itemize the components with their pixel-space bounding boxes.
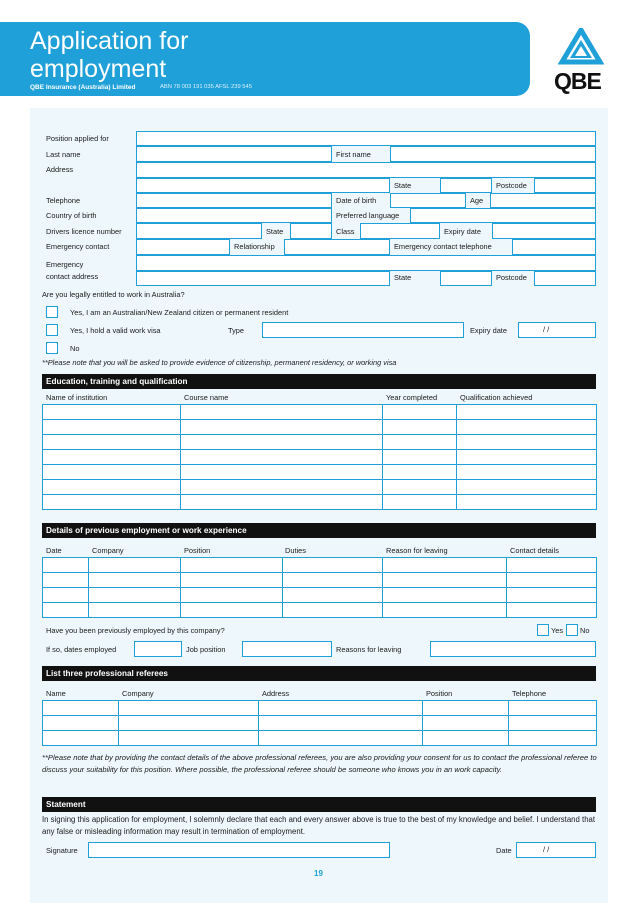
referees-table-cell[interactable] — [509, 701, 597, 716]
emp-col-duties: Duties — [285, 546, 306, 555]
employment-table-cell[interactable] — [89, 603, 181, 618]
label-emergency: Emergency contact — [46, 242, 110, 251]
ref-col-telephone: Telephone — [512, 689, 547, 698]
ref-col-name: Name — [46, 689, 66, 698]
input-telephone[interactable] — [136, 193, 332, 208]
employment-table-row — [43, 558, 597, 573]
label-no: No — [70, 344, 80, 353]
employment-table-cell[interactable] — [89, 573, 181, 588]
employment-table-cell[interactable] — [283, 588, 383, 603]
label-reasons-leaving: Reasons for leaving — [336, 645, 402, 654]
input-age[interactable] — [490, 193, 596, 208]
input-dates-employed[interactable] — [134, 641, 182, 657]
label-dates-employed: If so, dates employed — [46, 645, 117, 654]
input-relationship[interactable] — [284, 239, 390, 255]
education-table-row — [43, 465, 597, 480]
education-table-cell[interactable] — [181, 465, 383, 480]
company-name: QBE Insurance (Australia) Limited — [30, 84, 136, 91]
employment-table-cell[interactable] — [383, 603, 507, 618]
edu-col-institution: Name of institution — [46, 393, 108, 402]
emp-col-contact: Contact details — [510, 546, 559, 555]
label-class: Class — [336, 227, 355, 236]
input-country[interactable] — [136, 208, 332, 223]
employment-table-cell[interactable] — [383, 573, 507, 588]
input-statement-date[interactable] — [516, 842, 596, 858]
statement-text: In signing this application for employment, I solemnly declare that each and every answer above is true to the best of my knowledge and belief. I understand that any false or misleading information may result in termination of employment. — [42, 815, 596, 836]
checkbox-citizen[interactable] — [46, 306, 58, 318]
label-postcode: Postcode — [496, 181, 527, 190]
input-reasons-leaving[interactable] — [430, 641, 596, 657]
checkbox-no[interactable] — [46, 342, 58, 354]
emp-col-date: Date — [46, 546, 62, 555]
education-table-cell[interactable] — [383, 450, 457, 465]
education-table-cell[interactable] — [181, 480, 383, 495]
section-employment-title: Details of previous employment or work experience — [42, 523, 596, 538]
education-table-cell[interactable] — [457, 420, 597, 435]
education-table-cell[interactable] — [383, 420, 457, 435]
employment-table-cell[interactable] — [283, 558, 383, 573]
input-visa-expiry[interactable] — [518, 322, 596, 338]
referees-table-cell[interactable] — [119, 701, 259, 716]
page-number: 19 — [314, 869, 323, 878]
referees-table-cell[interactable] — [119, 716, 259, 731]
education-table-cell[interactable] — [383, 480, 457, 495]
label-visa-type: Type — [228, 326, 245, 335]
referees-note: **Please note that by providing the contact details of the above professional referees, you are also providing your consent for us to contact the professional referee to discuss your suitability for this position. Where possible, the professional referee should be someone who knows you in an work capacity. — [42, 753, 597, 774]
education-table — [42, 404, 597, 510]
label-age: Age — [470, 196, 484, 205]
label-emergency-addr-1: Emergency — [46, 260, 84, 269]
education-table-cell[interactable] — [181, 450, 383, 465]
emp-col-company: Company — [92, 546, 124, 555]
edu-col-qualification: Qualification achieved — [460, 393, 533, 402]
employment-table-cell[interactable] — [507, 588, 597, 603]
education-table-cell[interactable] — [457, 405, 597, 420]
input-state[interactable] — [440, 178, 492, 193]
employment-table-cell[interactable] — [89, 588, 181, 603]
education-table-cell[interactable] — [181, 420, 383, 435]
logo-text: QBE — [554, 68, 601, 94]
education-table-row — [43, 480, 597, 495]
education-table-cell[interactable] — [43, 495, 181, 510]
label-licence-state: State — [266, 227, 284, 236]
label-dob: Date of birth — [336, 196, 377, 205]
education-table-cell[interactable] — [457, 495, 597, 510]
label-last-name: Last name — [46, 150, 81, 159]
edu-col-year: Year completed — [386, 393, 438, 402]
employment-table-cell[interactable] — [43, 588, 89, 603]
employment-table-cell[interactable] — [383, 558, 507, 573]
employment-table-cell[interactable] — [43, 603, 89, 618]
education-table-cell[interactable] — [383, 435, 457, 450]
emp-col-reason: Reason for leaving — [386, 546, 448, 555]
education-table-row — [43, 435, 597, 450]
label-expiry: Expiry date — [444, 227, 481, 236]
label-statement-date: Date — [496, 846, 512, 855]
employment-table-row — [43, 603, 597, 618]
employment-table-cell[interactable] — [383, 588, 507, 603]
employment-table-cell[interactable] — [181, 558, 283, 573]
employment-table-cell[interactable] — [507, 603, 597, 618]
input-first-name[interactable] — [390, 146, 596, 162]
label-emergency-addr-2: contact address — [46, 272, 99, 281]
visa-expiry-slashes: / / — [543, 325, 550, 334]
education-table-cell[interactable] — [457, 450, 597, 465]
page-title-line1: Application for — [30, 27, 189, 55]
input-class[interactable] — [360, 223, 440, 239]
education-table-cell[interactable] — [43, 465, 181, 480]
employment-table-row — [43, 573, 597, 588]
education-table-cell[interactable] — [43, 480, 181, 495]
section-education-title: Education, training and qualification — [42, 374, 596, 389]
referees-table — [42, 700, 597, 746]
work-rights-question: Are you legally entitled to work in Australia? — [42, 290, 185, 299]
employment-table-cell[interactable] — [283, 573, 383, 588]
label-citizen: Yes, I am an Australian/New Zealand citizen or permanent resident — [70, 308, 289, 317]
referees-table-cell[interactable] — [509, 731, 597, 746]
referees-table-cell[interactable] — [43, 731, 119, 746]
label-emergency-postcode: Postcode — [496, 273, 527, 282]
work-rights-note: **Please note that you will be asked to provide evidence of citizenship, permanent residency, or working visa — [42, 358, 397, 367]
label-visa-expiry: Expiry date — [470, 326, 507, 335]
label-country: Country of birth — [46, 211, 97, 220]
label-emergency-tel: Emergency contact telephone — [394, 242, 492, 251]
input-emergency-postcode[interactable] — [534, 271, 596, 286]
employment-table-row — [43, 588, 597, 603]
education-table-row — [43, 495, 597, 510]
employment-table-cell[interactable] — [181, 603, 283, 618]
input-address-line1[interactable] — [136, 162, 596, 178]
label-prev-yes: Yes — [551, 626, 564, 635]
label-position-applied: Position applied for — [46, 134, 109, 143]
input-language[interactable] — [410, 208, 596, 223]
input-emergency-addr-line1[interactable] — [136, 255, 596, 271]
education-table-cell[interactable] — [43, 450, 181, 465]
employment-table-cell[interactable] — [89, 558, 181, 573]
education-table-cell[interactable] — [457, 465, 597, 480]
input-licence-state[interactable] — [290, 223, 332, 239]
checkbox-prev-no[interactable] — [566, 624, 578, 636]
label-job-position: Job position — [186, 645, 226, 654]
referees-table-cell[interactable] — [119, 731, 259, 746]
emp-col-position: Position — [184, 546, 211, 555]
label-telephone: Telephone — [46, 196, 81, 205]
section-referees-title: List three professional referees — [42, 666, 596, 681]
referees-table-row — [43, 731, 597, 746]
label-emergency-state: State — [394, 273, 412, 282]
label-relationship: Relationship — [234, 242, 275, 251]
label-licence: Drivers licence number — [46, 227, 122, 236]
input-visa-type[interactable] — [262, 322, 464, 338]
qbe-logo-icon — [556, 28, 606, 66]
statement-date-slashes: / / — [543, 845, 550, 854]
education-table-cell[interactable] — [383, 465, 457, 480]
label-state: State — [394, 181, 412, 190]
checkbox-work-visa[interactable] — [46, 324, 58, 336]
education-table-row — [43, 405, 597, 420]
input-signature[interactable] — [88, 842, 390, 858]
label-prev-no: No — [580, 626, 590, 635]
label-previously-employed: Have you been previously employed by this company? — [46, 626, 225, 635]
section-statement-title: Statement — [42, 797, 596, 812]
education-table-cell[interactable] — [181, 405, 383, 420]
education-table-cell[interactable] — [43, 435, 181, 450]
employment-table-cell[interactable] — [181, 573, 283, 588]
education-table-cell[interactable] — [457, 435, 597, 450]
label-language: Preferred language — [336, 211, 400, 220]
employment-table-cell[interactable] — [181, 588, 283, 603]
page-title-line2: employment — [30, 55, 167, 83]
input-dob[interactable] — [390, 193, 466, 208]
referees-table-cell[interactable] — [423, 716, 509, 731]
education-table-cell[interactable] — [181, 435, 383, 450]
label-work-visa: Yes, I hold a valid work visa — [70, 326, 161, 335]
education-table-cell[interactable] — [383, 495, 457, 510]
input-licence[interactable] — [136, 223, 262, 239]
referees-table-cell[interactable] — [423, 701, 509, 716]
input-emergency-tel[interactable] — [512, 239, 596, 255]
employment-table-cell[interactable] — [283, 603, 383, 618]
input-emergency-addr-line2[interactable] — [136, 271, 390, 286]
label-address: Address — [46, 165, 74, 174]
ref-col-position: Position — [426, 689, 453, 698]
input-emergency-state[interactable] — [440, 271, 492, 286]
referees-table-row — [43, 716, 597, 731]
employment-table — [42, 557, 597, 618]
label-first-name: First name — [336, 150, 371, 159]
referees-table-cell[interactable] — [259, 701, 423, 716]
education-table-cell[interactable] — [181, 495, 383, 510]
label-signature: Signature — [46, 846, 78, 855]
education-table-row — [43, 420, 597, 435]
referees-table-cell[interactable] — [43, 701, 119, 716]
referees-table-cell[interactable] — [259, 716, 423, 731]
input-address-line2[interactable] — [136, 178, 390, 193]
ref-col-address: Address — [262, 689, 290, 698]
edu-col-course: Course name — [184, 393, 229, 402]
employment-table-cell[interactable] — [507, 558, 597, 573]
education-table-row — [43, 450, 597, 465]
input-postcode[interactable] — [534, 178, 596, 193]
referees-table-cell[interactable] — [509, 716, 597, 731]
input-position-applied[interactable] — [136, 131, 596, 146]
checkbox-prev-yes[interactable] — [537, 624, 549, 636]
input-emergency[interactable] — [136, 239, 230, 255]
referees-table-row — [43, 701, 597, 716]
education-table-cell[interactable] — [383, 405, 457, 420]
employment-table-cell[interactable] — [43, 558, 89, 573]
abn-text: ABN 78 003 191 035 AFSL 239 545 — [160, 84, 252, 90]
input-licence-expiry[interactable] — [492, 223, 596, 239]
referees-table-cell[interactable] — [259, 731, 423, 746]
referees-table-cell[interactable] — [423, 731, 509, 746]
education-table-cell[interactable] — [43, 420, 181, 435]
ref-col-company: Company — [122, 689, 154, 698]
referees-table-cell[interactable] — [43, 716, 119, 731]
input-last-name[interactable] — [136, 146, 332, 162]
employment-table-cell[interactable] — [507, 573, 597, 588]
employment-table-cell[interactable] — [43, 573, 89, 588]
education-table-cell[interactable] — [43, 405, 181, 420]
education-table-cell[interactable] — [457, 480, 597, 495]
input-job-position[interactable] — [242, 641, 332, 657]
